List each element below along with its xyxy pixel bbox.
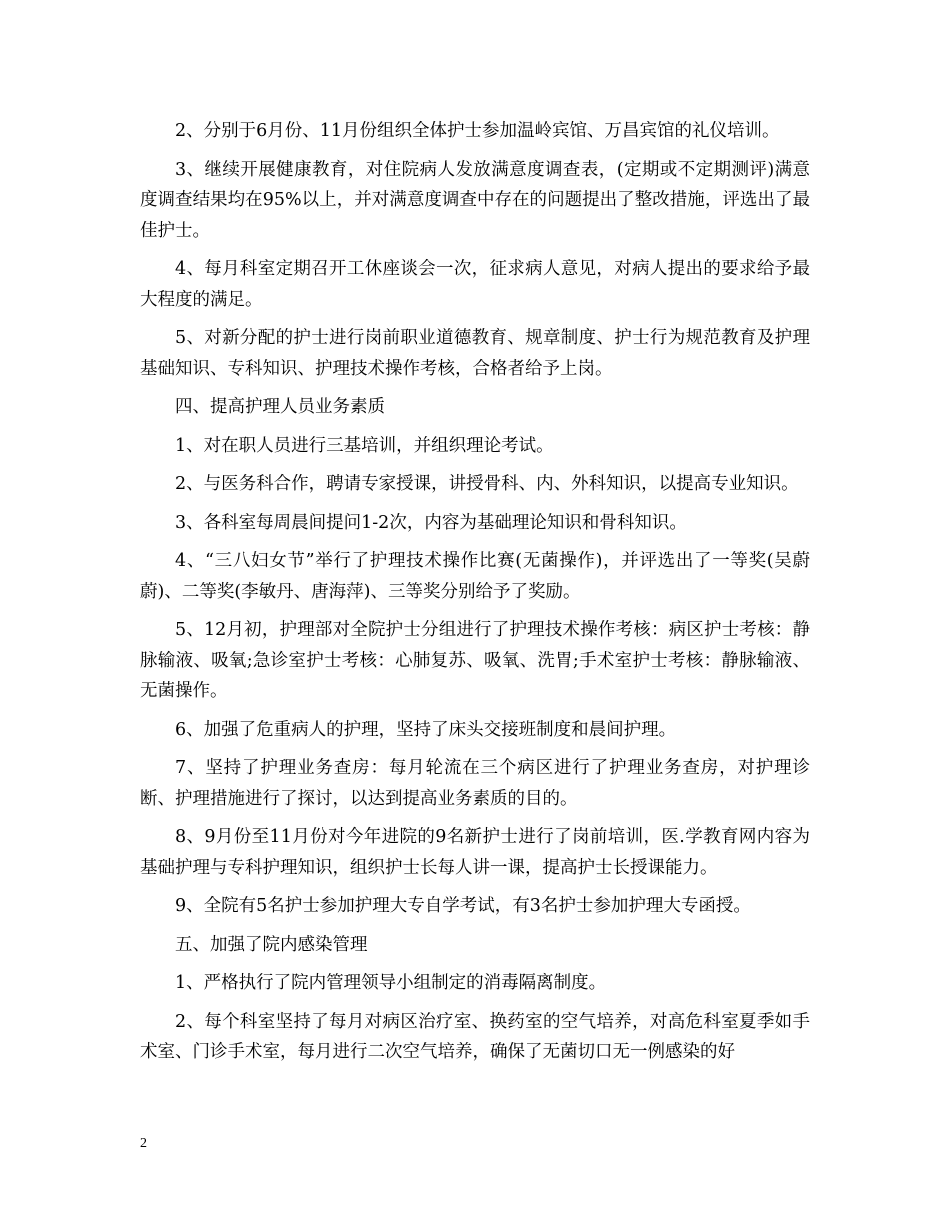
paragraph: 2、分别于6月份、11月份组织全体护士参加温岭宾馆、万昌宾馆的礼仪培训。 xyxy=(175,121,780,141)
section-heading: 四、提高护理人员业务素质 xyxy=(175,397,385,417)
paragraph: 1、对在职人员进行三基培训，并组织理论考试。 xyxy=(175,435,554,456)
paragraph: 6、加强了危重病人的护理，坚持了床头交接班制度和晨间护理。 xyxy=(175,719,677,740)
paragraph: 4、“三八妇女节”举行了护理技术操作比赛(无菌操作)，并评选出了一等奖(吴蔚蔚)、二等奖(李敏丹、唐海萍)、三等奖分别给予了奖励。 xyxy=(140,551,810,602)
paragraph: 2、与医务科合作，聘请专家授课，讲授骨科、内、外科知识，以提高专业知识。 xyxy=(175,474,799,494)
document-body xyxy=(140,116,810,1076)
section-heading: 五、加强了院内感染管理 xyxy=(175,934,368,955)
paragraph: 7、坚持了护理业务查房：每月轮流在三个病区进行了护理业务查房，对护理诊断、护理措施进行了探讨，以达到提高业务素质的目的。 xyxy=(140,758,810,809)
paragraph: 4、每月科室定期召开工休座谈会一次，征求病人意见，对病人提出的要求给予最大程度的满足。 xyxy=(140,259,810,310)
paragraph: 2、每个科室坚持了每月对病区治疗室、换药室的空气培养，对高危科室夏季如手术室、门诊手术室，每月进行二次空气培养，确保了无菌切口无一例感染的好 xyxy=(140,1011,810,1062)
page-number: 2 xyxy=(140,1136,147,1151)
paragraph: 5、12月初，护理部对全院护士分组进行了护理技术操作考核：病区护士考核：静脉输液、吸氧;急诊室护士考核：心肺复苏、吸氧、洗胃;手术室护士考核：静脉输液、无菌操作。 xyxy=(140,620,810,701)
paragraph: 9、全院有5名护士参加护理大专自学考试，有3名护士参加护理大专函授。 xyxy=(175,896,751,916)
paragraph: 5、对新分配的护士进行岗前职业道德教育、规章制度、护士行为规范教育及护理基础知识、专科知识、护理技术操作考核，合格者给予上岗。 xyxy=(140,328,810,379)
paragraph: 1、严格执行了院内管理领导小组制定的消毒隔离制度。 xyxy=(175,973,607,993)
paragraph: 3、继续开展健康教育，对住院病人发放满意度调查表，(定期或不定期测评)满意度调查结果均在95%以上，并对满意度调查中存在的问题提出了整改措施，评选出了最佳护士。 xyxy=(140,159,810,241)
paragraph: 8、9月份至11月份对今年进院的9名新护士进行了岗前培训，医.学教育网内容为基础护理与专科护理知识，组织护士长每人讲一课，提高护士长授课能力。 xyxy=(140,827,810,878)
paragraph: 3、各科室每周晨间提问1-2次，内容为基础理论知识和骨科知识。 xyxy=(175,512,687,533)
